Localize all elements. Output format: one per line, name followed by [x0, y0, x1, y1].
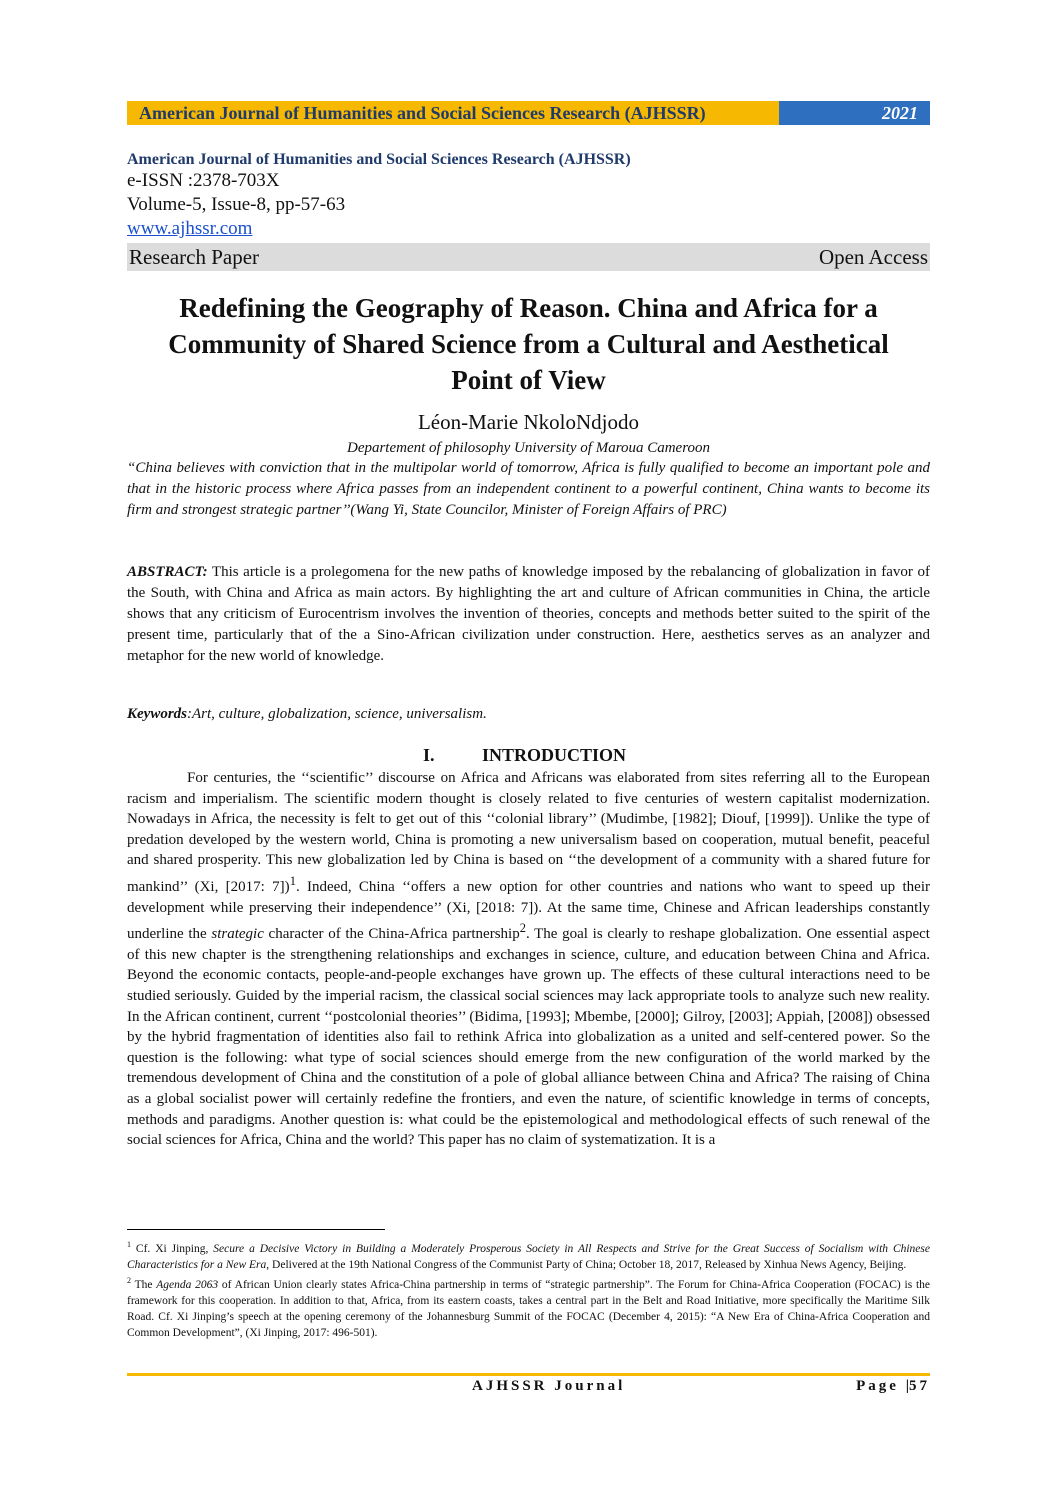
running-header [127, 101, 930, 125]
footnote-1 [127, 1237, 930, 1273]
footnote-emphasis: Secure a Decisive Victory in Building a Moderately Prosperous Society in All Respects and Strive for the Great Success of Socialism with Chinese Characteristics for a New Era [127, 1242, 930, 1271]
footnote-ref-1[interactable]: 1 [289, 873, 296, 888]
header-year: 2021 [779, 101, 930, 125]
introduction-paragraph [127, 768, 930, 1151]
masthead [127, 150, 930, 240]
footnote-number: 1 [127, 1240, 131, 1249]
intro-text: . Indeed, China ‘‘offers a new option for other countries and nations who want to speed up their development while preserving their independence’’ (Xi, [2018: 7]). At the same time, Chinese and African leaderships constantly underline the [127, 878, 931, 943]
abstract-label: ABSTRACT: [127, 564, 208, 580]
title-line: Redefining the Geography of Reason. China and Africa for a [179, 293, 878, 323]
keywords-label: Keywords [127, 706, 187, 722]
footnote-text: , Delivered at the 19th National Congress of the Communist Party of China; October 18, 2017, Released by Xinhua News Agency, Beijing. [266, 1258, 907, 1271]
paper-type-bar [127, 243, 930, 271]
intro-text: . The goal is clearly to reshape globalization. One essential aspect of this new chapter is the strengthening relationships and exchanges in science, culture, and education between China and Africa. Beyond the economic contacts, people-and-people exchanges have grown up. The effects of these cultural interactions need to be studied seriously. Guided by the imperial racism, the classical social sciences may lack appropriate tools to analyze such new reality. In the African continent, current ‘‘postcolonial theories’’ (Bidima, [1993]; Mbembe, [2000]; Gilroy, [2003]; Appiah, [2008]) obsessed by the hybrid fragmentation of identities also fail to rethink Africa into globalization as a united and self-centered power. So the question is the following: what type of social sciences should emerge from the new configuration of the world marked by the tremendous development of China and the constitution of a pole of global alliance between China and Africa? The raising of China as a global socialist power will certainly redefine the frontiers, and even the nature, of scientific knowledge in terms of concepts, methods and paradigms. Another question is: what could be the epistemological and methodological effects of such renewal of the social sciences for Africa, China and the world? This paper has no claim of systematization. It is a [127, 926, 930, 1149]
page-separator: | [905, 1378, 909, 1394]
footnote-ref-2[interactable]: 2 [519, 921, 526, 936]
volume-info: Volume-5, Issue-8, pp-57-63 [127, 194, 346, 215]
footer-journal: AJHSSR Journal [472, 1378, 626, 1394]
abstract-text: This article is a prolegomena for the new paths of knowledge imposed by the rebalancing of globalization in favor of the South, with China and Africa as main actors. By highlighting the art and culture of African communities in China, the article shows that any criticism of Eurocentrism involves the invention of theories, concepts and methods better suited to the spirit of the present time, particularly that of the a Sino-African civilization under construction. Here, aesthetics serves as an analyzer and metaphor for the new world of knowledge. [127, 564, 930, 664]
intro-text: character of the China-Africa partnership [263, 926, 520, 943]
footnote-text: The [131, 1278, 157, 1291]
section-number: I. [423, 745, 435, 765]
page-number: 57 [909, 1378, 930, 1394]
footnote-2 [127, 1273, 930, 1341]
journal-website-link[interactable]: www.ajhssr.com [127, 218, 253, 239]
intro-emphasis: strategic [211, 926, 264, 943]
keywords [127, 706, 930, 723]
paper-title [127, 290, 930, 398]
access-type: Open Access [818, 244, 928, 269]
footnote-text: of African Union clearly states Africa-China partnership in terms of “strategic partnership”. The Forum for China-Africa Cooperation (FOCAC) is the framework for this cooperation. In addition to that, Africa, from its eastern coasts, takes a central part in the Belt and Road Initiative, more specifically the Maritime Silk Road. Cf. Xi Jinping’s speech at the opening ceremony of the Johannesburg Summit of the FOCAC (December 4, 2015): “A New Era of China-Africa Cooperation and Common Development”, (Xi Jinping, 2017: 496-501). [127, 1278, 930, 1339]
author-affiliation: Departement of philosophy University of Maroua Cameroon [346, 440, 710, 456]
page-indicator [856, 1378, 930, 1395]
title-line: Point of View [451, 365, 606, 395]
page-footer [127, 1378, 930, 1400]
intro-text: For centuries, the ‘‘scientific’’ discourse on Africa and Africans was elaborated from sites referring all to the European racism and imperialism. The scientific modern thought is closely related to five centuries of western capitalist modernization. Nowadays in Africa, the necessity is felt to get out of this ‘‘colonial library’’ (Mudimbe, [1982]; Diouf, [1999]). Unlike the type of predation developed by the western world, China is promoting a new universalism based on cooperation, mutual benefit, peaceful and shared prosperity. This new globalization led by China is based on ‘‘the development of a community with a shared future for mankind’’ (Xi, [2017: 7]) [127, 770, 930, 895]
footer-divider [127, 1373, 930, 1376]
footnote-emphasis: Agenda 2063 [156, 1278, 219, 1291]
paper-type: Research Paper [129, 244, 260, 269]
author-name: Léon-Marie NkoloNdjodo [417, 410, 640, 434]
page-label: Page [856, 1378, 899, 1394]
footnote-number: 2 [127, 1275, 131, 1285]
abstract [127, 562, 930, 667]
masthead-journal-name: American Journal of Humanities and Social Sciences Research (AJHSSR) [127, 151, 631, 168]
epigraph: “China believes with conviction that in the multipolar world of tomorrow, Africa is fully qualified to become an important pole and that in the historic process where Africa passes from an independent continent to a powerful continent, China wants to become its firm and strongest strategic partner’’(Wang Yi, State Councilor, Minister of Foreign Affairs of PRC) [127, 460, 930, 518]
section-title: INTRODUCTION [482, 745, 627, 765]
keywords-text: :Art, culture, globalization, science, universalism. [187, 706, 487, 722]
issn: e-ISSN :2378-703X [127, 170, 280, 191]
title-line: Community of Shared Science from a Cultural and Aesthetical [168, 329, 889, 359]
header-journal-title: American Journal of Humanities and Social Sciences Research (AJHSSR) [127, 101, 779, 125]
footnote-text: Cf. Xi Jinping, [131, 1242, 214, 1255]
footnotes [127, 1237, 930, 1341]
footnote-divider [127, 1229, 385, 1230]
